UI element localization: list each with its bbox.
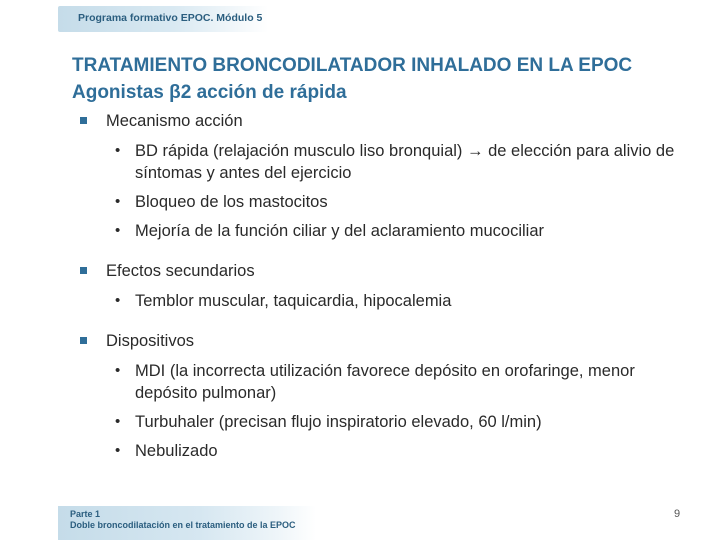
slide-title bbox=[72, 52, 692, 106]
section-heading bbox=[78, 111, 688, 132]
list-item-text: MDI (la incorrecta utilización favorece depósito en orofaringe, menor depósito pulmonar) bbox=[135, 362, 635, 402]
title-line-2: Agonistas β2 acción de rápida bbox=[72, 82, 347, 103]
square-bullet-icon bbox=[80, 117, 87, 124]
slide-content bbox=[78, 111, 688, 469]
list-item-text: Bloqueo de los mastocitos bbox=[135, 193, 328, 211]
square-bullet-icon bbox=[80, 267, 87, 274]
list-item bbox=[78, 440, 688, 462]
section-heading-text: Mecanismo acción bbox=[106, 112, 243, 130]
footer-part-label: Parte 1 bbox=[70, 509, 101, 519]
bullet-icon: • bbox=[115, 222, 121, 239]
list-item bbox=[78, 220, 688, 242]
section-heading bbox=[78, 261, 688, 282]
section-efectos bbox=[78, 261, 688, 312]
section-heading bbox=[78, 331, 688, 352]
list-item-text: Temblor muscular, taquicardia, hipocalemia bbox=[135, 292, 452, 310]
bullet-icon: • bbox=[115, 142, 121, 159]
bullet-icon: • bbox=[115, 292, 121, 309]
bullet-icon: • bbox=[115, 442, 121, 459]
section-dispositivos bbox=[78, 331, 688, 462]
list-item-text: Mejoría de la función ciliar y del aclaramiento mucociliar bbox=[135, 222, 545, 240]
list-item bbox=[78, 290, 688, 312]
program-label: Programa formativo EPOC. Módulo 5 bbox=[78, 12, 263, 24]
footer-title: Doble broncodilatación en el tratamiento de la EPOC bbox=[70, 520, 296, 530]
square-bullet-icon bbox=[80, 337, 87, 344]
list-item bbox=[78, 411, 688, 433]
section-heading-text: Efectos secundarios bbox=[106, 262, 255, 280]
list-item bbox=[78, 191, 688, 213]
title-line-1: TRATAMIENTO BRONCODILATADOR INHALADO EN LA EPOC bbox=[72, 55, 633, 76]
section-heading-text: Dispositivos bbox=[106, 332, 195, 350]
bullet-icon: • bbox=[115, 413, 121, 430]
list-item bbox=[78, 140, 688, 184]
bullet-icon: • bbox=[115, 362, 121, 379]
list-item-text: Nebulizado bbox=[135, 442, 218, 460]
section-mecanismo bbox=[78, 111, 688, 242]
bullet-icon: • bbox=[115, 193, 121, 210]
list-item bbox=[78, 360, 688, 404]
list-item-text: Turbuhaler (precisan flujo inspiratorio elevado, 60 l/min) bbox=[135, 413, 542, 431]
list-item-text: BD rápida (relajación musculo liso bronquial) → de elección para alivio de síntomas y antes del ejercicio bbox=[135, 142, 675, 182]
page-number: 9 bbox=[674, 508, 681, 520]
